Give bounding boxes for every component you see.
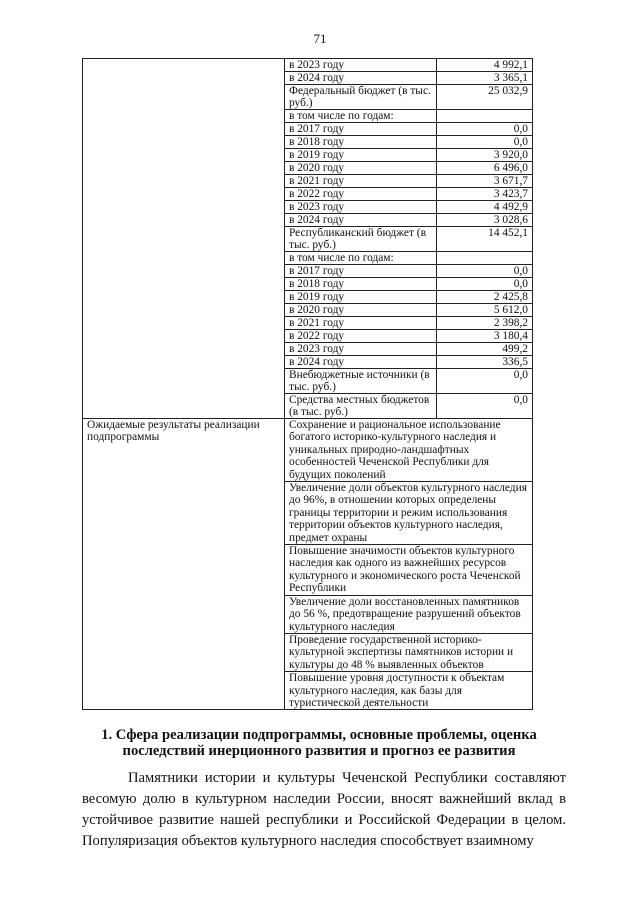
financing-row-value: 0,0 xyxy=(437,265,533,278)
financing-row-label: в 2024 году xyxy=(285,72,437,85)
result-item: Повышение значимости объектов культурного наследия как одного из важнейших ресурсов культурного и экономического роста Чеченской Республики xyxy=(285,545,533,596)
financing-row-value: 4 492,9 xyxy=(437,201,533,214)
result-item: Увеличение доли восстановленных памятников до 56 %, предотвращение разрушений объектов культурного наследия xyxy=(285,595,533,633)
financing-row-value: 6 496,0 xyxy=(437,162,533,175)
financing-row-label: в 2019 году xyxy=(285,291,437,304)
financing-row-label: в 2023 году xyxy=(285,59,437,72)
results-label: Ожидаемые результаты реализации подпрограммы xyxy=(83,419,285,710)
financing-row-label: Федеральный бюджет (в тыс. руб.) xyxy=(285,85,437,110)
financing-row-value xyxy=(437,252,533,265)
financing-table xyxy=(82,58,533,710)
financing-row-value: 0,0 xyxy=(437,123,533,136)
financing-row-label: в 2024 году xyxy=(285,356,437,369)
financing-row-value: 3 423,7 xyxy=(437,188,533,201)
financing-row-label: в 2017 году xyxy=(285,265,437,278)
financing-row-label: в 2019 году xyxy=(285,149,437,162)
financing-row-label: в том числе по годам: xyxy=(285,252,437,265)
result-item: Сохранение и рациональное использование богатого историко-культурного наследия и уникальных природно-ландшафтных особенностей Чеченской Республики для будущих поколений xyxy=(285,419,533,482)
financing-row-value: 0,0 xyxy=(437,278,533,291)
financing-row-value xyxy=(437,110,533,123)
result-item: Проведение государственной историко-культурной экспертизы памятников истории и культуры до 48 % выявленных объектов xyxy=(285,633,533,671)
financing-row-label: в 2017 году xyxy=(285,123,437,136)
financing-row-value: 0,0 xyxy=(437,394,533,419)
page-number: 71 xyxy=(313,31,327,46)
financing-row-label: в 2018 году xyxy=(285,136,437,149)
financing-row-label: Республиканский бюджет (в тыс. руб.) xyxy=(285,227,437,252)
financing-row-value: 2 425,8 xyxy=(437,291,533,304)
financing-row-label: в 2018 году xyxy=(285,278,437,291)
financing-row-label: в 2021 году xyxy=(285,175,437,188)
financing-row-value: 0,0 xyxy=(437,136,533,149)
empty-left-cell xyxy=(83,59,285,419)
financing-row-value: 5 612,0 xyxy=(437,304,533,317)
result-item: Увеличение доли объектов культурного наследия до 96%, в отношении которых определены границы территории и режим использования территории объектов культурного наследия, предмет охраны xyxy=(285,482,533,545)
financing-row-value: 3 671,7 xyxy=(437,175,533,188)
results-table-body xyxy=(83,419,533,710)
financing-row-value: 0,0 xyxy=(437,369,533,394)
financing-row-value: 14 452,1 xyxy=(437,227,533,252)
financing-row-value: 3 028,6 xyxy=(437,214,533,227)
financing-row-label: в 2024 году xyxy=(285,214,437,227)
financing-row xyxy=(83,59,533,72)
financing-row-label: Внебюджетные источники (в тыс. руб.) xyxy=(285,369,437,394)
section-heading: 1. Сфера реализации подпрограммы, основные проблемы, оценка последствий инерционного развития и прогноз ее развития xyxy=(101,727,537,759)
financing-row-label: в том числе по годам: xyxy=(285,110,437,123)
financing-row-label: в 2023 году xyxy=(285,343,437,356)
financing-row-label: в 2023 году xyxy=(285,201,437,214)
financing-row-value: 25 032,9 xyxy=(437,85,533,110)
financing-table-body xyxy=(83,59,533,419)
financing-row-value: 3 180,4 xyxy=(437,330,533,343)
financing-row-value: 499,2 xyxy=(437,343,533,356)
financing-row-value: 3 920,0 xyxy=(437,149,533,162)
financing-row-label: в 2021 году xyxy=(285,317,437,330)
financing-row-label: в 2022 году xyxy=(285,188,437,201)
financing-row-value: 3 365,1 xyxy=(437,72,533,85)
result-row xyxy=(83,419,533,482)
financing-row-label: в 2020 году xyxy=(285,162,437,175)
financing-row-value: 4 992,1 xyxy=(437,59,533,72)
body-paragraph: Памятники истории и культуры Чеченской Республики составляют весомую долю в культурном наследии России, вносят важнейший вклад в устойчивое развитие нашей республики и Российской Федерации в целом. Популяризация объектов культурного наследия способствует взаимному xyxy=(82,770,566,849)
financing-row-label: в 2022 году xyxy=(285,330,437,343)
financing-row-value: 2 398,2 xyxy=(437,317,533,330)
financing-row-value: 336,5 xyxy=(437,356,533,369)
financing-row-label: Средства местных бюджетов (в тыс. руб.) xyxy=(285,394,437,419)
financing-row-label: в 2020 году xyxy=(285,304,437,317)
result-item: Повышение уровня доступности к объектам культурного наследия, как базы для туристической деятельности xyxy=(285,672,533,710)
